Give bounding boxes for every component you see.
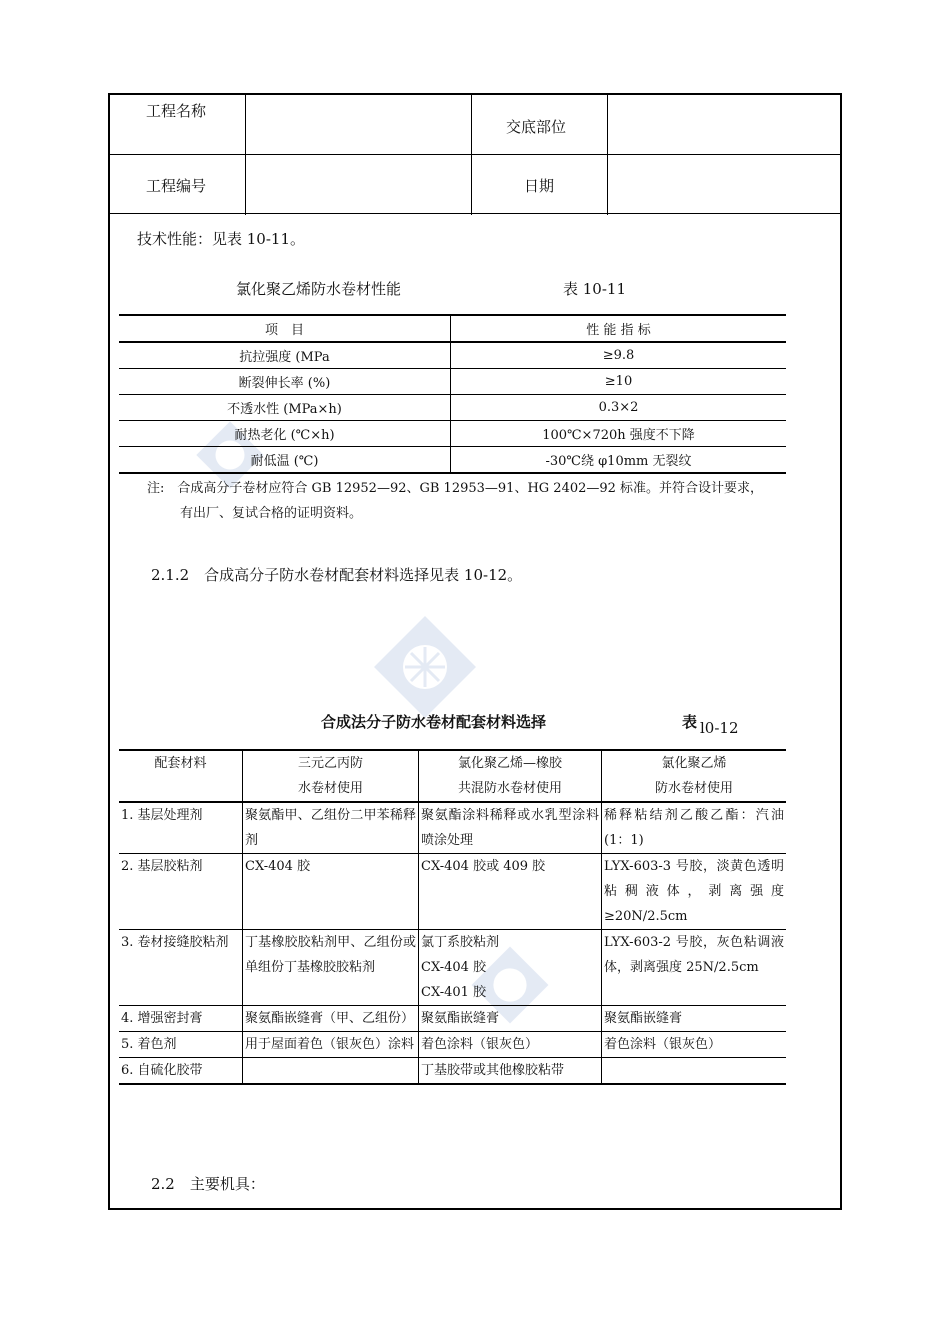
- table1-number: 表 10-11: [563, 280, 627, 298]
- project-name-label: 工程名称: [146, 102, 207, 120]
- table1-note-line1: 注: 合成高分子卷材应符合 GB 12952—92、GB 12953—91、HG 2402—92 标准。并符合设计要求，: [147, 481, 764, 496]
- header-divider-2: [471, 95, 472, 215]
- location-label: 交底部位: [506, 118, 567, 136]
- table2-cell: 稀释粘结剂乙酸乙酯：汽油(1：1): [602, 802, 787, 854]
- table2-number: l0-12: [700, 719, 739, 737]
- table2-col-header: 氯化聚乙烯 防水卷材使用: [602, 750, 787, 802]
- table1-cell: -30℃绕 φ10mm 无裂纹: [451, 447, 787, 474]
- header-divider-1: [245, 95, 246, 215]
- table2-cell: 5. 着色剂: [119, 1032, 243, 1058]
- table2-col-header: 三元乙丙防 水卷材使用: [243, 750, 419, 802]
- table1-header-row: [119, 315, 786, 342]
- table2-cell: LYX-603-3 号胶，淡黄色透明粘稠液体，剥离强度≥20N/2.5cm: [602, 854, 787, 930]
- table-row: [119, 395, 786, 421]
- table1-cell: ≥9.8: [451, 342, 787, 369]
- table1-cell: 耐热老化 (℃×h): [119, 421, 451, 447]
- table-row: [119, 930, 786, 1006]
- header-divider-3: [607, 95, 608, 215]
- table-row: [119, 854, 786, 930]
- table2-col-header: 配套材料: [119, 750, 243, 802]
- table2-cell: 丁基橡胶胶粘剂甲、乙组份或单组份丁基橡胶胶粘剂: [243, 930, 419, 1006]
- table2-cell: LYX-603-2 号胶，灰色粘调液体，剥离强度 25N/2.5cm: [602, 930, 787, 1006]
- table2-cell: 聚氨酯甲、乙组份二甲苯稀释剂: [243, 802, 419, 854]
- table2-cell: 着色涂料（银灰色）: [602, 1032, 787, 1058]
- table2-materials: [119, 749, 786, 1085]
- table2-cell: 用于屋面着色（银灰色）涂料: [243, 1032, 419, 1058]
- table2-cell: 3. 卷材接缝胶粘剂: [119, 930, 243, 1006]
- table2-cell: 2. 基层胶粘剂: [119, 854, 243, 930]
- table2-cell: [602, 1058, 787, 1085]
- table2-cell: 着色涂料（银灰色）: [419, 1032, 602, 1058]
- header-row-1-line: [110, 154, 840, 155]
- table-row: [119, 369, 786, 395]
- table2-cell: 4. 增强密封膏: [119, 1006, 243, 1032]
- table2-col-header: 氯化聚乙烯—橡胶 共混防水卷材使用: [419, 750, 602, 802]
- table-row: [119, 1032, 786, 1058]
- table-row: [119, 342, 786, 369]
- table2-cell: [243, 1058, 419, 1085]
- header-row-2-line: [110, 213, 840, 214]
- table1-cell: 100℃×720h 强度不下降: [451, 421, 787, 447]
- table1-performance: [119, 314, 786, 474]
- table1-cell: ≥10: [451, 369, 787, 395]
- document-frame: [108, 93, 842, 1210]
- table1-note-line2: 有出厂、复试合格的证明资料。: [180, 506, 363, 521]
- table2-cell: CX-404 胶: [243, 854, 419, 930]
- table2-cell: 聚氨酯涂料稀释或水乳型涂料喷涂处理: [419, 802, 602, 854]
- table2-cell: 1. 基层处理剂: [119, 802, 243, 854]
- table2-cell: 聚氨酯嵌缝膏: [419, 1006, 602, 1032]
- intro-line: 技术性能：见表 10-11。: [137, 230, 306, 248]
- table-row: [119, 1058, 786, 1085]
- table2-number-prefix: 表: [682, 713, 698, 731]
- table1-cell: 耐低温 (℃): [119, 447, 451, 474]
- section-2-2: 2.2 主要机具：: [151, 1175, 265, 1193]
- table-row: [119, 421, 786, 447]
- table2-header-row: [119, 750, 786, 802]
- table1-cell: 不透水性 (MPa×h): [119, 395, 451, 421]
- table2-cell: 6. 自硫化胶带: [119, 1058, 243, 1085]
- table-row: [119, 802, 786, 854]
- date-label: 日期: [524, 177, 555, 195]
- table-row: [119, 1006, 786, 1032]
- table1-title: 氯化聚乙烯防水卷材性能: [236, 280, 402, 298]
- table2-cell: 聚氨酯嵌缝膏: [602, 1006, 787, 1032]
- table1-col-header: 性 能 指 标: [451, 315, 787, 342]
- table2-cell: 聚氨酯嵌缝膏（甲、乙组份）: [243, 1006, 419, 1032]
- table-row: [119, 447, 786, 474]
- table2-cell: 丁基胶带或其他橡胶粘带: [419, 1058, 602, 1085]
- table1-cell: 断裂伸长率 (%): [119, 369, 451, 395]
- table1-col-header: 项 目: [119, 315, 451, 342]
- table2-title: 合成法分子防水卷材配套材料选择: [321, 713, 547, 731]
- table1-cell: 0.3×2: [451, 395, 787, 421]
- table2-cell: CX-404 胶或 409 胶: [419, 854, 602, 930]
- section-2-1-2: 2.1.2 合成高分子防水卷材配套材料选择见表 10-12。: [151, 566, 523, 584]
- table1-cell: 抗拉强度 (MPa: [119, 342, 451, 369]
- project-no-label: 工程编号: [146, 177, 207, 195]
- table2-cell: 氯丁系胶粘剂 CX-404 胶 CX-401 胶: [419, 930, 602, 1006]
